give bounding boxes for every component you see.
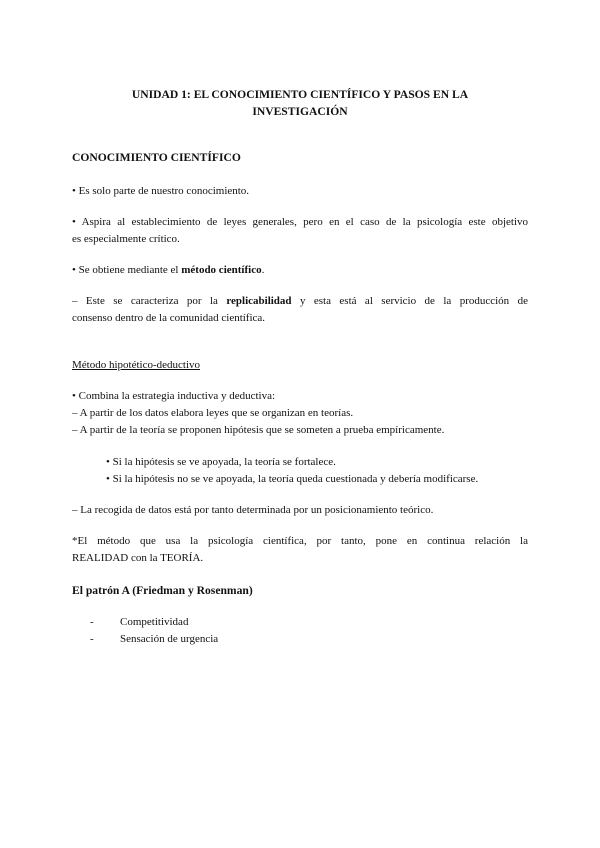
note-line: REALIDAD con la TEORÍA.: [72, 552, 204, 564]
sub-bullet: • Si la hipótesis no se ve apoyada, la teoría queda cuestionada y debería modificarse.: [106, 473, 479, 485]
title-line-2: INVESTIGACIÓN: [252, 105, 348, 118]
dash-bullet: -: [90, 616, 94, 628]
dash-bullet: -: [90, 633, 94, 645]
section-heading-conocimiento: CONOCIMIENTO CIENTÍFICO: [72, 151, 241, 164]
paragraph-line: consenso dentro de la comunidad científica.: [72, 312, 266, 324]
text: – Este se caracteriza por la: [72, 295, 227, 307]
list-item-text: Sensación de urgencia: [120, 633, 219, 645]
list-line: – La recogida de datos está por tanto determinada por un posicionamiento teórico.: [72, 504, 434, 516]
bold-term: replicabilidad: [226, 295, 292, 307]
title-line-1: UNIDAD 1: EL CONOCIMIENTO CIENTÍFICO Y PASOS EN LA: [131, 88, 469, 101]
list-line: • Combina la estrategia inductiva y deductiva:: [72, 390, 276, 402]
section-heading-metodo: [72, 357, 528, 374]
list-line: – A partir de los datos elabora leyes que se organizan en teorías.: [72, 407, 354, 419]
list-item: [90, 614, 188, 631]
list-item: [90, 631, 218, 648]
paragraph-replicabilidad: [72, 293, 528, 310]
bold-term: método científico: [181, 264, 262, 276]
paragraph-line: • Aspira al establecimiento de leyes generales, pero en el caso de la psicología este objetivo: [72, 216, 528, 228]
sub-bullet: • Si la hipótesis se ve apoyada, la teoría se fortalece.: [106, 456, 336, 468]
text: • Se obtiene mediante el: [72, 264, 182, 276]
paragraph: • Es solo parte de nuestro conocimiento.: [72, 185, 250, 197]
text: .: [261, 264, 265, 276]
section-heading-patron: El patrón A (Friedman y Rosenman): [72, 584, 253, 597]
note-line: *El método que usa la psicología científica, por tanto, pone en continua relación la: [72, 535, 528, 547]
text: y esta está al servicio de la producción de: [291, 295, 528, 307]
list-item-text: Competitividad: [120, 616, 189, 628]
paragraph-metodo: [72, 262, 528, 279]
underlined-heading: Método hipotético-deductivo: [72, 359, 200, 371]
paragraph-line: es especialmente crítico.: [72, 233, 180, 245]
list-line: – A partir de la teoría se proponen hipótesis que se someten a prueba empíricamente.: [72, 424, 445, 436]
